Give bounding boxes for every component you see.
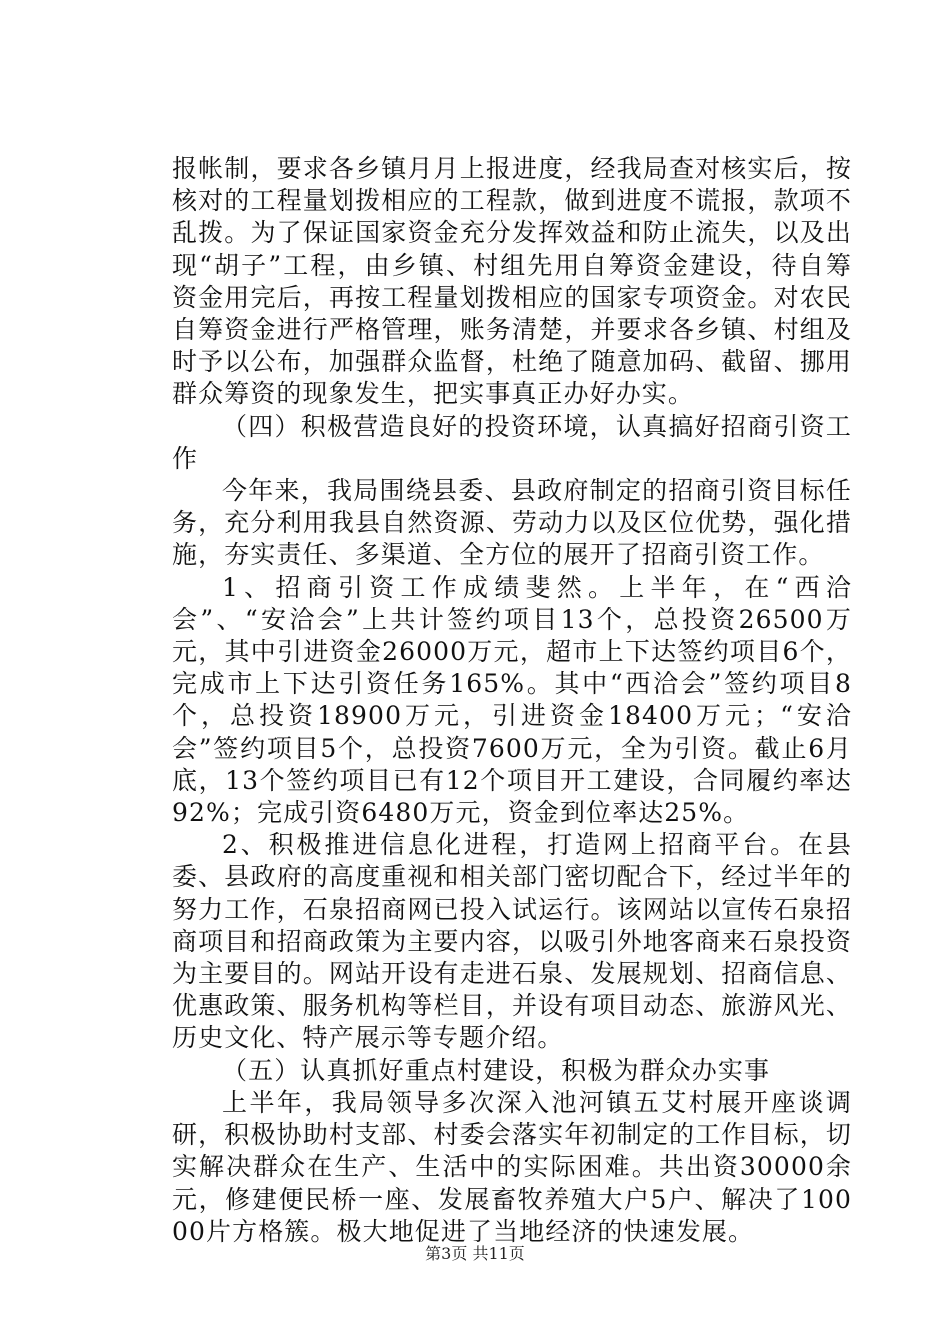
document-body [172, 153, 852, 1248]
paragraph-village-work: 上半年，我局领导多次深入池河镇五艾村展开座谈调研，积极协助村支部、村委会落实年初制定的工作目标，切实解决群众在生产、生活中的实际困难。共出资30000余元，修建便民桥一座、发展畜牧养殖大户5户、解决了10000片方格簇。极大地促进了当地经济的快速发展。 [172, 1087, 852, 1246]
paragraph-online-platform: 2、积极推进信息化进程，打造网上招商平台。在县委、县政府的高度重视和相关部门密切配合下，经过半年的努力工作，石泉招商网已投入试运行。该网站以宣传石泉招商项目和招商政策为主要内容，以吸引外地客商来石泉投资为主要目的。网站开设有走进石泉、发展规划、招商信息、优惠政策、服务机构等栏目，并设有项目动态、旅游风光、历史文化、特产展示等专题介绍。 [172, 830, 852, 1053]
page-number-footer: 第3页 共11页 [425, 1244, 525, 1263]
section-heading-key-village: （五）认真抓好重点村建设，积极为群众办实事 [222, 1055, 771, 1085]
section-heading-investment-environment: （四）积极营造良好的投资环境，认真搞好招商引资工作 [172, 411, 852, 473]
paragraph-funding-management: 报帐制，要求各乡镇月月上报进度，经我局查对核实后，按核对的工程量划拨相应的工程款，做到进度不谎报，款项不乱拨。为了保证国家资金充分发挥效益和防止流失，以及出现“胡子”工程，由乡镇、村组先用自筹资金建设，待自筹资金用完后，再按工程量划拨相应的国家专项资金。对农民自筹资金进行严格管理，账务清楚，并要求各乡镇、村组及时予以公布，加强群众监督，杜绝了随意加码、截留、挪用群众筹资的现象发生，把实事真正办好办实。 [172, 154, 852, 409]
paragraph-investment-results: 1、招商引资工作成绩斐然。上半年，在“西洽会”、“安洽会”上共计签约项目13个，总投资26500万元，其中引进资金26000万元，超市上下达签约项目6个，完成市上下达引资任务165%。其中“西洽会”签约项目8个，总投资18900万元，引进资金18400万元；“安洽会”签约项目5个，总投资7600万元，全为引资。截止6月底，13个签约项目已有12个项目开工建设，合同履约率达92%；完成引资6480万元，资金到位率达25%。 [172, 572, 852, 828]
paragraph-investment-overview: 今年来，我局围绕县委、县政府制定的招商引资目标任务，充分利用我县自然资源、劳动力以及区位优势，强化措施，夯实责任、多渠道、全方位的展开了招商引资工作。 [172, 476, 852, 570]
